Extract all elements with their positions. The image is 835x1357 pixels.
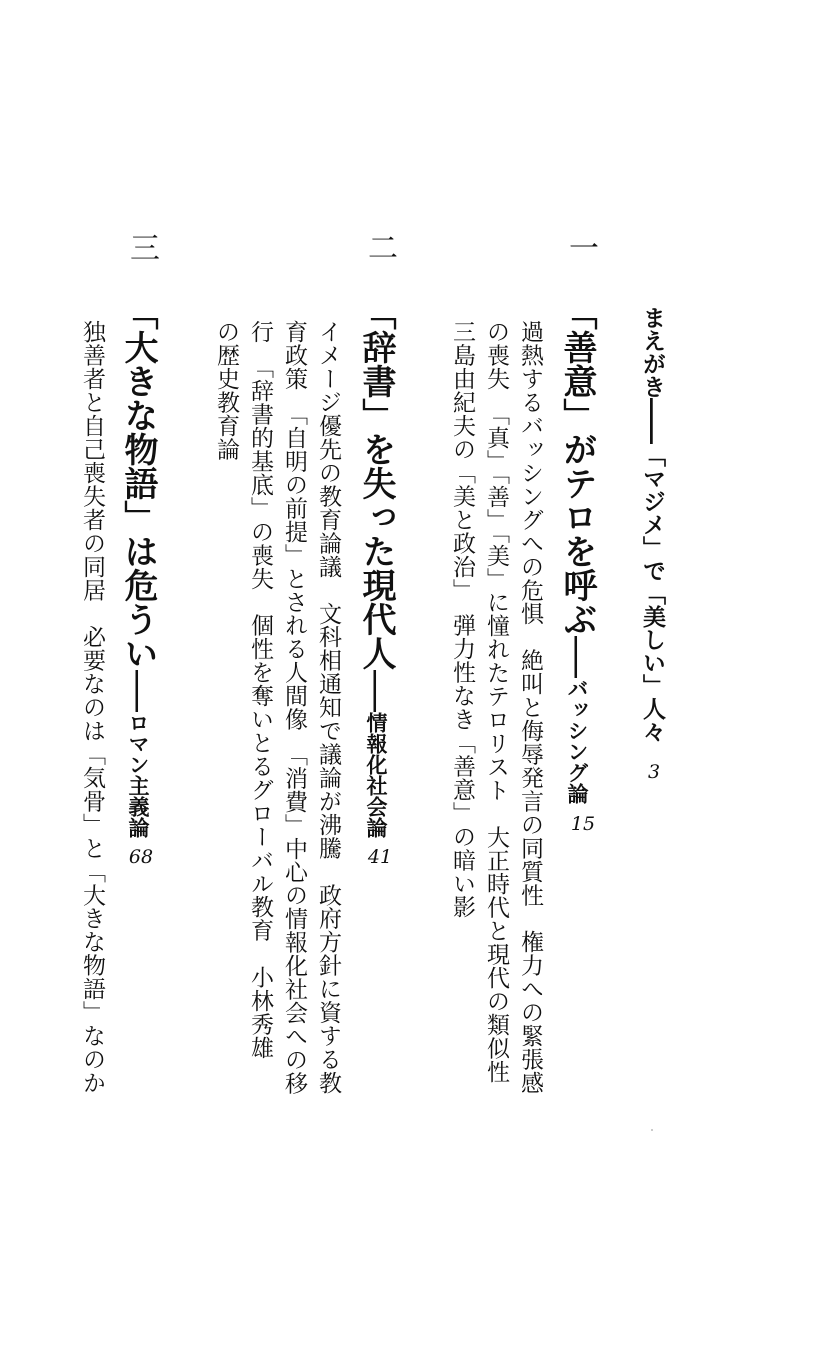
chapter-1-dash: ―― [565,636,590,678]
chapter-2-topic-line: の歴史教育論 [213,320,239,461]
chapter-3-subtitle: ロマン主義論 [126,712,150,838]
preface-title: まえがき――「マジメ」で「美しい」人々 [639,306,666,743]
chapter-1-page-number: 15 [570,813,596,835]
chapter-2-heading [356,296,396,838]
scan-speck [651,1129,653,1131]
chapter-1-topic-line: 過熱するバッシングへの危惧 絶叫と侮辱発言の同質性 権力への緊張感 [517,320,543,1095]
chapter-3-number: 三 [124,232,159,262]
chapter-2-page-number: 41 [367,846,393,868]
chapter-3-topic-line: 独善者と自己喪失者の同居 必要なのは「気骨」と「大きな物語」なのか [79,320,105,1095]
chapter-2-topic-line: 育政策 「自明の前提」とされる人間像 「消費」中心の情報化社会への移 [281,320,307,1095]
chapter-3-page-number: 68 [128,846,154,868]
chapter-3-dash: ―― [126,670,151,712]
chapter-3-title: 「大きな物語」は危うい [118,296,158,670]
chapter-1-number: 一 [563,232,598,262]
chapter-1-heading [557,296,597,804]
chapter-2-topic-line: イメージ優先の教育論議 文科相通知で議論が沸騰 政府方針に資する教 [315,320,341,1095]
chapter-2-dash: ―― [364,670,389,712]
chapter-2-subtitle: 情報化社会論 [364,712,388,838]
preface-page-number: 3 [647,761,661,783]
chapter-1-title: 「善意」がテロを呼ぶ [557,296,597,636]
chapter-1-topic-line: 三島由紀夫の「美と政治」 弾力性なき「善意」の暗い影 [449,320,475,919]
chapter-1-subtitle: バッシング論 [565,678,589,804]
chapter-1-topic-line: の喪失 「真」「善」「美」に憧れたテロリスト 大正時代と現代の類似性 [483,320,509,1084]
chapter-2-number: 二 [362,232,397,262]
chapter-2-title: 「辞書」を失った現代人 [356,296,396,670]
chapter-2-topic-line: 行 「辞書的基底」の喪失 個性を奪いとるグローバル教育 小林秀雄 [247,320,273,1060]
chapter-3-heading [118,296,158,838]
